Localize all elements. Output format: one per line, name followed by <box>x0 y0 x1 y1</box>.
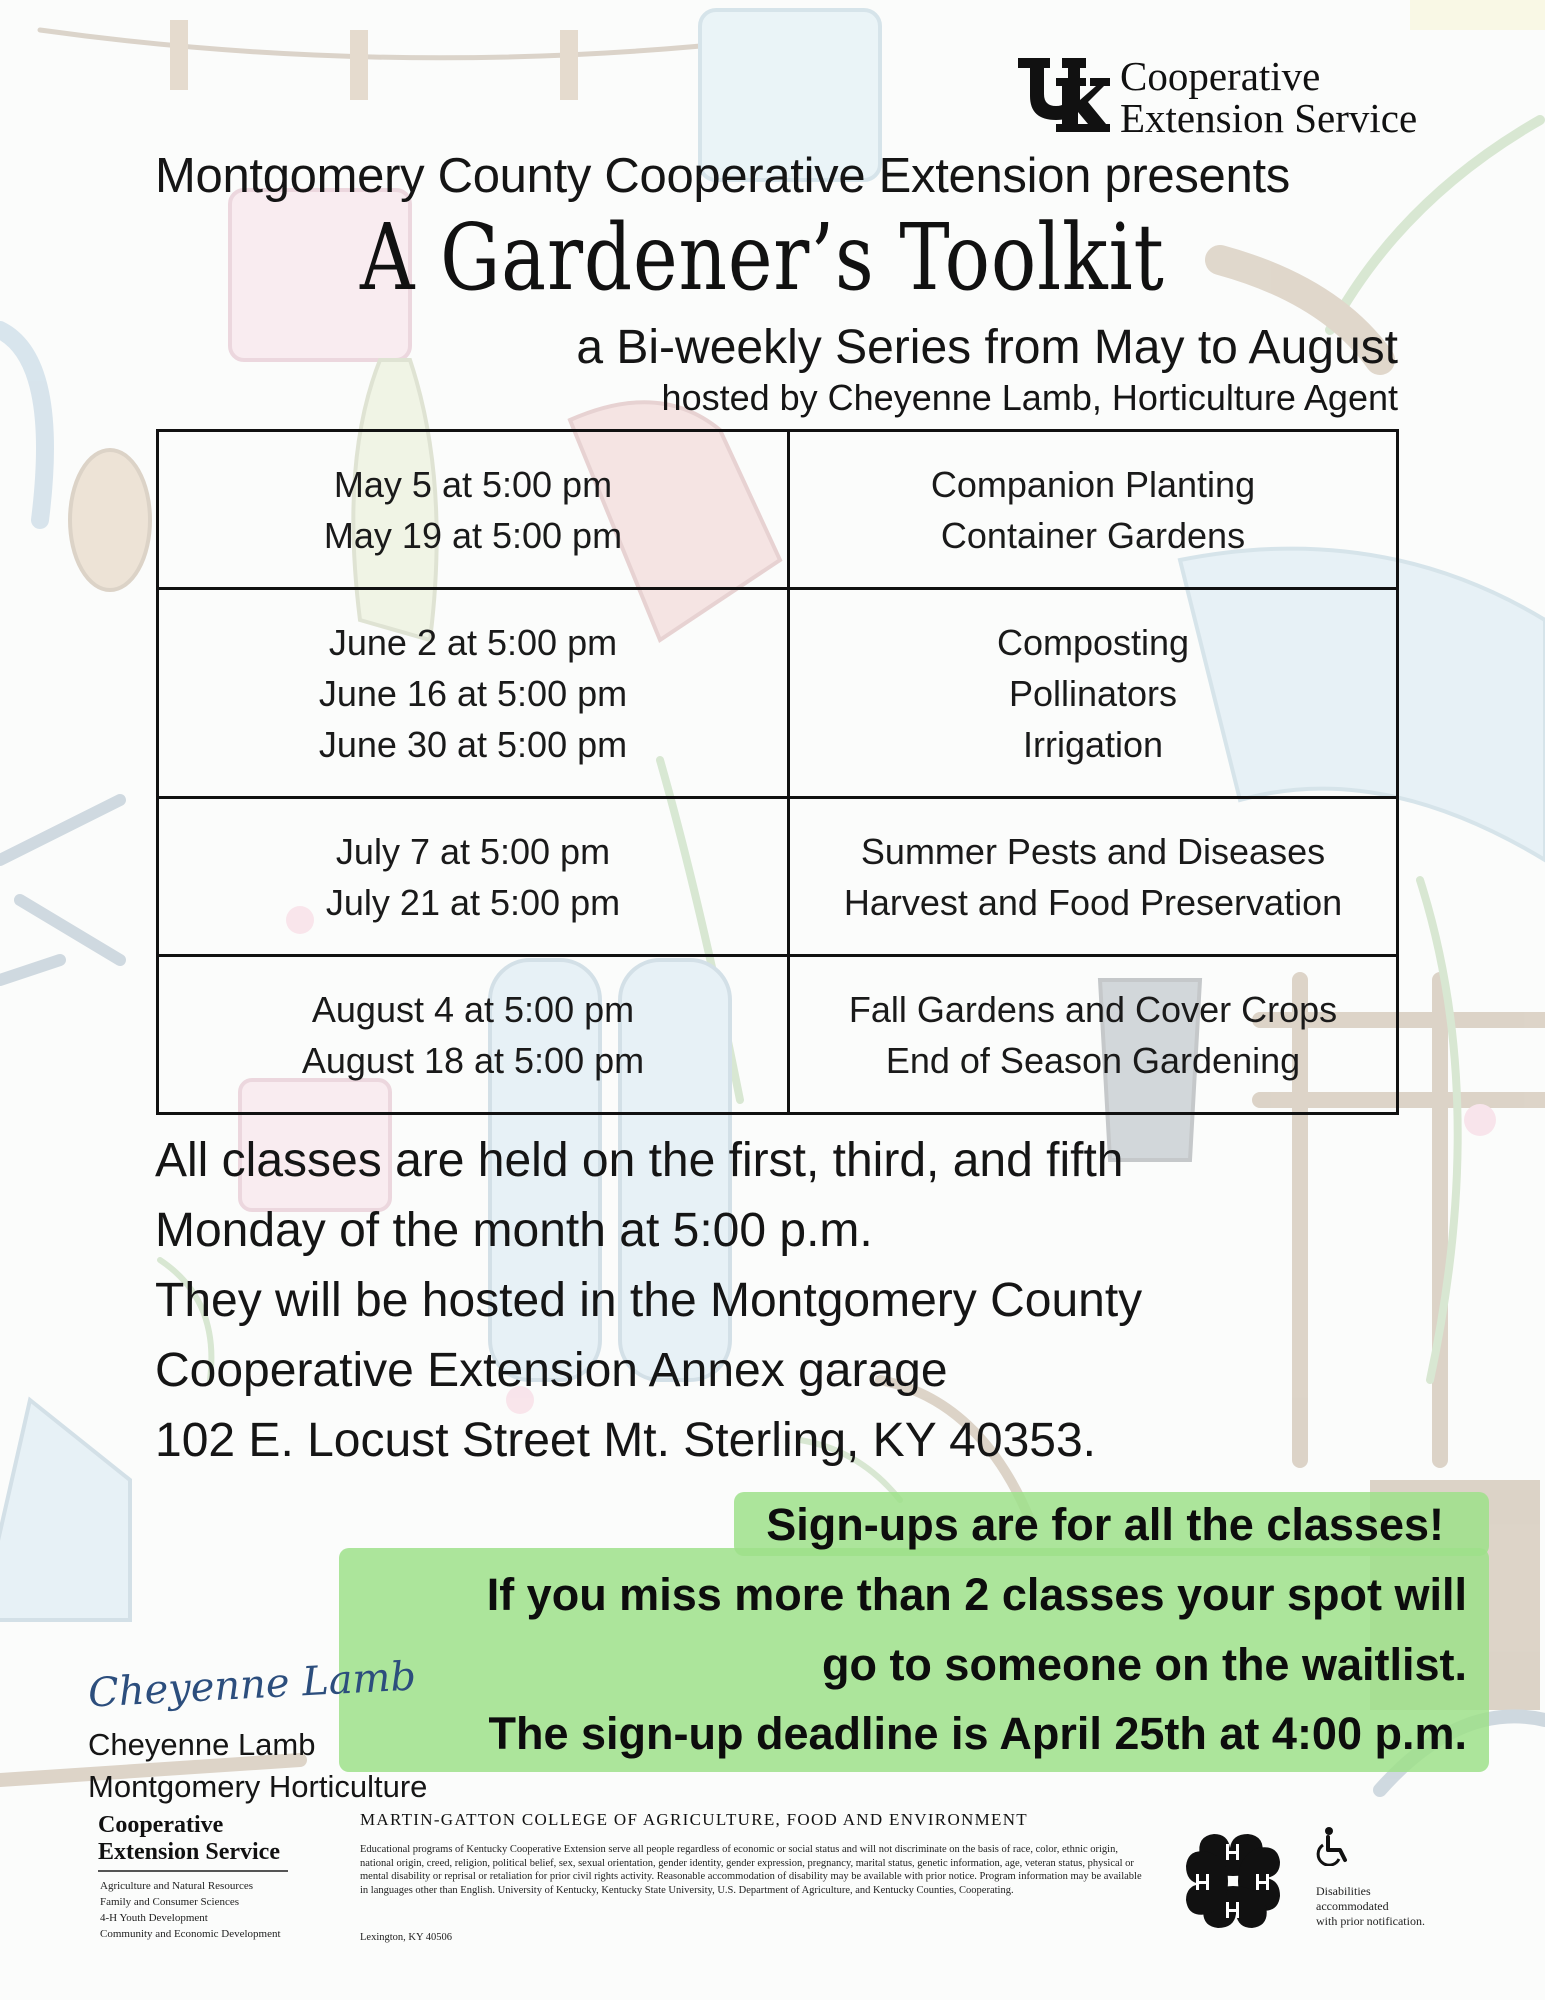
unit-item: Family and Consumer Sciences <box>100 1896 240 1908</box>
signup-line: If you miss more than 2 classes your spot will <box>486 1569 1467 1620</box>
topic-line: Harvest and Food Preservation <box>843 881 1343 923</box>
topic-line: Pollinators <box>1008 672 1178 714</box>
date-line: May 5 at 5:00 pm <box>333 463 613 505</box>
footer-ces-wordmark <box>98 1812 280 1866</box>
dates-cell <box>158 798 789 956</box>
logo-line-1: Cooperative <box>1120 53 1321 99</box>
topic-line: Summer Pests and Diseases <box>860 830 1326 872</box>
logo-line-2: Extension Service <box>1120 95 1418 141</box>
table-row <box>158 431 1398 589</box>
signup-line: Sign-ups are for all the classes! <box>766 1499 1444 1550</box>
unit-item: Agriculture and Natural Resources <box>100 1880 254 1892</box>
topic-line: End of Season Gardening <box>885 1039 1301 1081</box>
program-units-list <box>100 1878 281 1942</box>
address-line: 102 E. Locust Street Mt. Sterling, KY 40353. <box>155 1414 1096 1467</box>
signer-title: Montgomery Horticulture <box>88 1769 428 1804</box>
divider <box>98 1870 288 1872</box>
series-subtitle: a Bi-weekly Series from May to August <box>576 321 1398 374</box>
info-line: Monday of the month at 5:00 p.m. <box>155 1204 873 1257</box>
info-line: They will be hosted in the Montgomery County <box>155 1274 1143 1327</box>
uk-extension-logo <box>1016 54 1472 144</box>
topic-line: Container Gardens <box>940 514 1246 556</box>
footer-city: Lexington, KY 40506 <box>360 1932 453 1943</box>
signup-notice <box>339 1492 1489 1772</box>
dates-cell <box>158 956 789 1114</box>
date-line: June 30 at 5:00 pm <box>318 723 628 765</box>
dates-cell <box>158 431 789 589</box>
host-line: hosted by Cheyenne Lamb, Horticulture Agent <box>661 377 1398 418</box>
page-title: A Gardener’s Toolkit <box>360 204 1165 311</box>
wheelchair-accessibility-icon <box>1314 1826 1350 1866</box>
info-line: Cooperative Extension Annex garage <box>155 1344 948 1397</box>
unit-item: Community and Economic Development <box>100 1928 281 1940</box>
table-row <box>158 798 1398 956</box>
date-line: August 18 at 5:00 pm <box>301 1039 645 1081</box>
topic-line: Composting <box>996 621 1190 663</box>
info-line: All classes are held on the first, third, and fifth <box>155 1134 1124 1187</box>
college-name: MARTIN-GATTON COLLEGE OF AGRICULTURE, FOOD AND ENVIRONMENT <box>360 1810 1028 1829</box>
disabilities-line: with prior notification. <box>1316 1914 1425 1928</box>
class-info <box>155 1126 1255 1476</box>
topics-cell <box>789 431 1398 589</box>
footer-ces-line: Extension Service <box>98 1839 280 1865</box>
disabilities-line: Disabilities <box>1316 1884 1371 1898</box>
topic-line: Fall Gardens and Cover Crops <box>848 988 1338 1030</box>
unit-item: 4-H Youth Development <box>100 1912 208 1924</box>
date-line: May 19 at 5:00 pm <box>323 514 623 556</box>
disabilities-line: accommodated <box>1316 1899 1389 1913</box>
schedule-table <box>156 429 1399 1115</box>
table-row <box>158 956 1398 1114</box>
date-line: July 7 at 5:00 pm <box>335 830 611 872</box>
nondiscrimination-statement: Educational programs of Kentucky Cooperative Extension serve all people regardless of economic or social status and will not discriminate on the basis of race, color, ethnic origin, national origin, creed, religion, political belief, sex, sexual orientation, gender identity, gender expression, pregnancy, marital status, genetic information, age, veteran status, physical or mental disability or reprisal or retaliation for prior civil rights activity. Reasonable accommodation of disability may be available with prior notice. Program information may be available in languages other than English. University of Kentucky, Kentucky State University, U.S. Department of Agriculture, and Kentucky Counties, Cooperating. <box>360 1844 1142 1896</box>
date-line: July 21 at 5:00 pm <box>325 881 621 923</box>
dates-cell <box>158 589 789 798</box>
topic-line: Irrigation <box>1022 723 1164 765</box>
topic-line: Companion Planting <box>930 463 1256 505</box>
topics-cell <box>789 956 1398 1114</box>
uk-monogram-icon <box>1016 54 1110 134</box>
table-row <box>158 589 1398 798</box>
topics-cell <box>789 798 1398 956</box>
signup-line: go to someone on the waitlist. <box>821 1639 1467 1690</box>
presents-line: Montgomery County Cooperative Extension presents <box>155 149 1290 203</box>
signup-line: The sign-up deadline is April 25th at 4:00 p.m. <box>488 1708 1467 1759</box>
handwritten-signature: Cheyenne Lamb <box>87 1653 418 1717</box>
footer-ces-line: Cooperative <box>98 1812 224 1838</box>
topics-cell <box>789 589 1398 798</box>
signer-name: Cheyenne Lamb <box>88 1727 316 1762</box>
date-line: August 4 at 5:00 pm <box>311 988 635 1030</box>
disabilities-note <box>1316 1884 1425 1929</box>
date-line: June 16 at 5:00 pm <box>318 672 628 714</box>
date-line: June 2 at 5:00 pm <box>328 621 618 663</box>
4h-clover-icon <box>1178 1826 1288 1936</box>
